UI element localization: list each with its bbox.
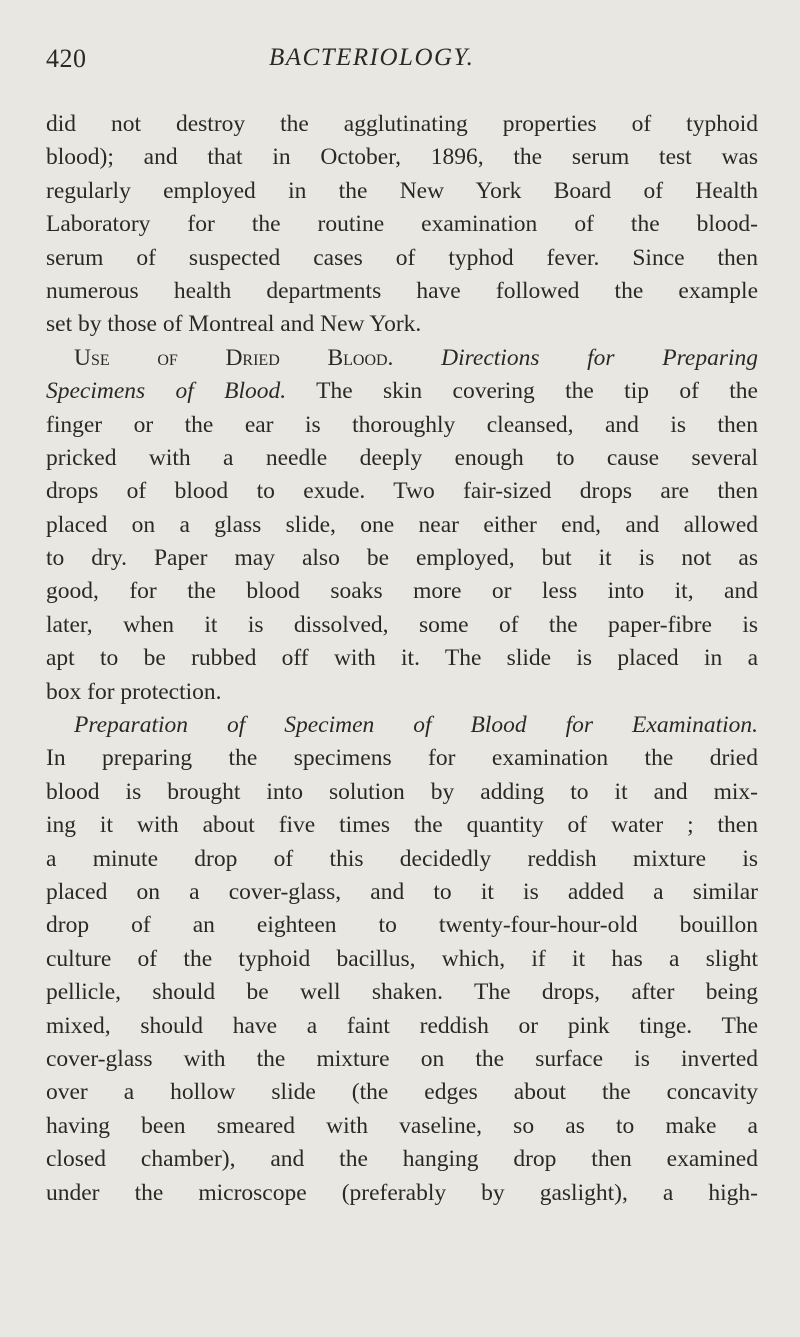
section-subheading-cont: Specimens of Blood. (46, 378, 287, 405)
text-line: regularly employed in the New York Board of Health (46, 177, 758, 204)
text-line: to dry. Paper may also be employed, but it is not as (46, 545, 758, 572)
text-line: did not destroy the agglutinating properties of typhoid (46, 111, 758, 137)
section-heading-line (46, 709, 758, 742)
text-line: set by those of Montreal and New York. (46, 311, 422, 338)
section-heading: Preparation of Specimen of Blood for Examination. (74, 712, 758, 739)
text-line: pellicle, should be well shaken. The drops, after being (46, 979, 758, 1006)
text-line: box for protection. (46, 678, 222, 705)
text-line: closed chamber), and the hanging drop then examined (46, 1146, 758, 1173)
text-line: a minute drop of this decidedly reddish mixture is (46, 845, 758, 872)
text-line: culture of the typhoid bacillus, which, if it has a slight (46, 945, 758, 972)
text-line: having been smeared with vaseline, so as to make a (46, 1112, 758, 1139)
text-line: serum of suspected cases of typhod fever. Since then (46, 244, 758, 271)
section-subheading: Directions for Preparing (441, 344, 758, 371)
text-fragment: The skin covering the tip of the (286, 378, 758, 405)
page-number: 420 (46, 44, 87, 73)
text-line: placed on a cover-glass, and to it is added a similar (46, 878, 758, 905)
text-line: over a hollow slide (the edges about the concavity (46, 1079, 758, 1106)
text-line: Laboratory for the routine examination of the blood- (46, 211, 758, 238)
text-line: cover-glass with the mixture on the surface is inverted (46, 1045, 758, 1072)
running-title: BACTERIOLOGY. (269, 44, 475, 71)
text-line: numerous health departments have followed the example (46, 277, 758, 304)
text-line: finger or the ear is thoroughly cleansed, and is then (46, 411, 758, 438)
text-line: blood is brought into solution by adding to it and mix- (46, 778, 758, 805)
text-line: apt to be rubbed off with it. The slide is placed in a (46, 645, 758, 672)
section-heading-line (46, 342, 758, 375)
text-line: under the microscope (preferably by gaslight), a high- (46, 1179, 758, 1206)
text-line: mixed, should have a faint reddish or pink tinge. The (46, 1012, 758, 1039)
text-line: placed on a glass slide, one near either end, and allowed (46, 511, 758, 538)
text-line: blood); and that in October, 1896, the serum test was (46, 144, 758, 171)
text-line (46, 375, 758, 408)
text-line: ing it with about five times the quantity of water ; then (46, 812, 758, 839)
text-line: drops of blood to exude. Two fair-sized drops are then (46, 478, 758, 505)
section-heading: Use of Dried Blood. (74, 344, 394, 371)
text-line: drop of an eighteen to twenty-four-hour-old bouillon (46, 912, 758, 939)
text-line: good, for the blood soaks more or less into it, and (46, 578, 758, 605)
body-text (46, 108, 758, 1210)
text-line: later, when it is dissolved, some of the paper-fibre is (46, 611, 758, 638)
text-line: In preparing the specimens for examination the dried (46, 745, 758, 772)
running-head (46, 44, 754, 84)
text-line: pricked with a needle deeply enough to cause several (46, 444, 758, 471)
